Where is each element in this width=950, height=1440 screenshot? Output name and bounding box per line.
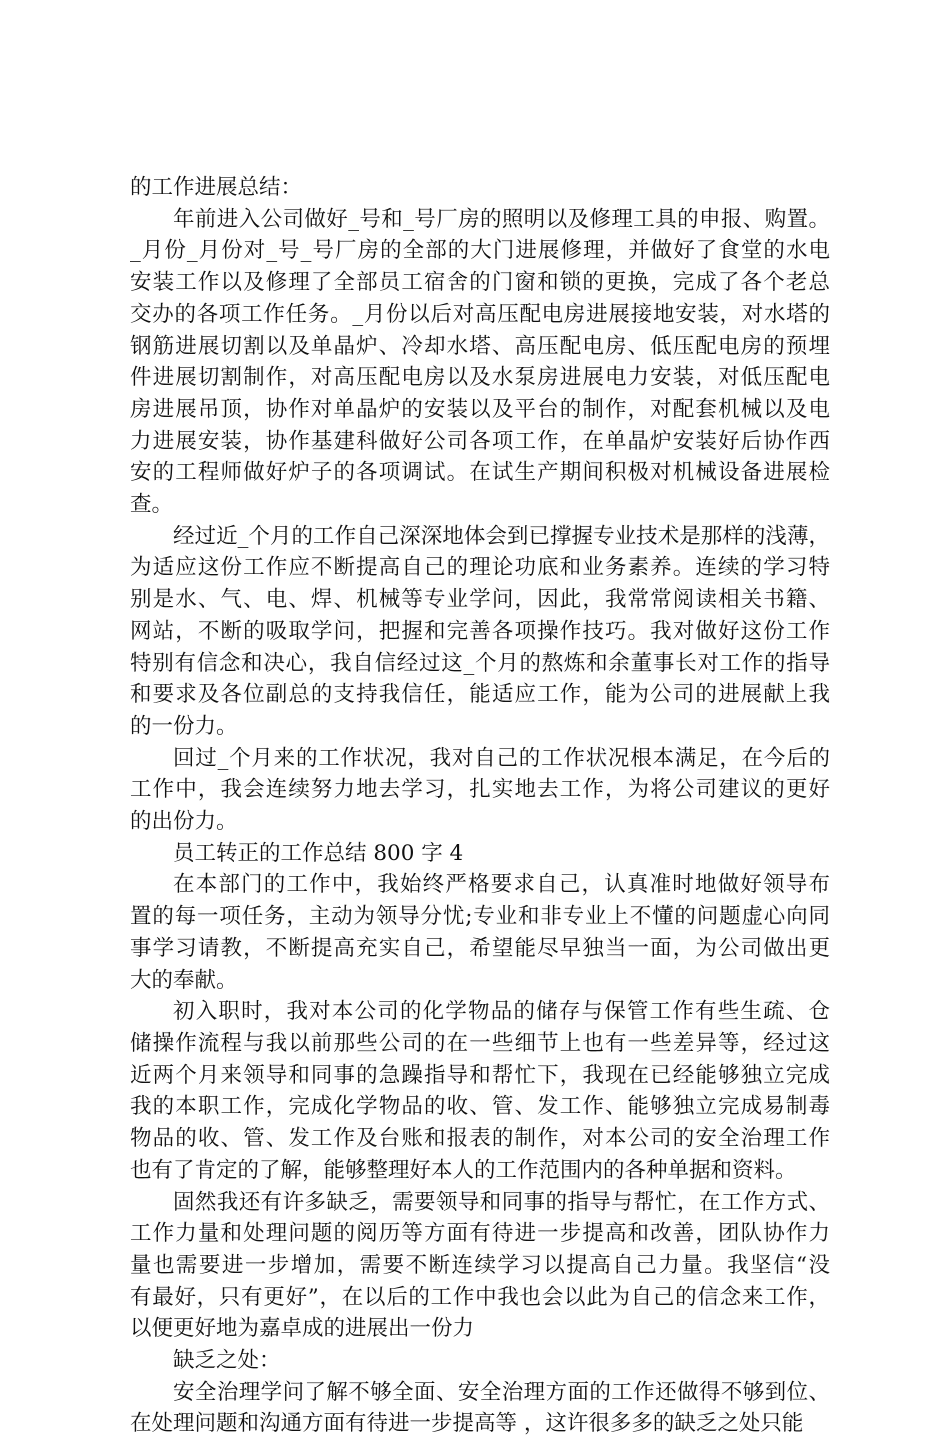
- paragraph: [130, 204, 830, 521]
- text-line: 固然我还有许多缺乏，需要领导和同事的指导与帮忙，在工作方式、: [173, 1189, 830, 1215]
- text-line: 经过近_个月的工作自己深深地体会到已撑握专业技术是那样的浅薄，: [173, 523, 830, 549]
- paragraph: [130, 838, 830, 870]
- text-line: 回过_个月来的工作状况，我对自己的工作状况根本满足，在今后的: [173, 745, 830, 771]
- text-line: 以便更好地为嘉卓成的进展出一份力: [130, 1316, 475, 1342]
- text-line: 有最好，只有更好”，在以后的工作中我也会以此为自己的信念来工作，: [130, 1284, 830, 1310]
- text-line: 员工转正的工作总结 800 字 4: [173, 840, 464, 866]
- text-line: _月份_月份对_号_号厂房的全部的大门进展修理，并做好了食堂的水电: [130, 238, 830, 264]
- document-body: [130, 172, 830, 1440]
- paragraph: [130, 869, 830, 996]
- text-line: 查。: [130, 492, 174, 518]
- text-line: 近两个月来领导和同事的急躁指导和帮忙下，我现在已经能够独立完成: [130, 1062, 830, 1088]
- text-line: 在本部门的工作中，我始终严格要求自己，认真准时地做好领导布: [173, 872, 830, 898]
- text-line: 量也需要进一步增加，需要不断连续学习以提高自己力量。我坚信“没: [130, 1252, 830, 1278]
- text-line: 特别有信念和决心，我自信经过这_个月的熬炼和余董事长对工作的指导: [130, 650, 830, 676]
- paragraph: [130, 1345, 830, 1377]
- text-line: 为适应这份工作应不断提高自己的理论功底和业务素养。连续的学习特: [130, 555, 830, 581]
- text-line: 初入职时，我对本公司的化学物品的储存与保管工作有些生疏、仓: [173, 999, 830, 1025]
- text-line: 年前进入公司做好_号和_号厂房的照明以及修理工具的申报、购置。: [173, 206, 830, 232]
- text-line: 大的奉献。: [130, 967, 238, 993]
- text-line: 储操作流程与我以前那些公司的在一些细节上也有一些差异等，经过这: [130, 1030, 830, 1056]
- paragraph: [130, 996, 830, 1186]
- text-line: 我的本职工作，完成化学物品的收、管、发工作、能够独立完成易制毒: [130, 1094, 830, 1120]
- paragraph: [130, 521, 830, 743]
- text-line: 的工作进展总结：: [130, 175, 303, 200]
- text-line: 工作中，我会连续努力地去学习，扎实地去工作，为将公司建议的更好: [130, 777, 830, 803]
- text-line: 交办的各项工作任务。_月份以后对高压配电房进展接地安装，对水塔的: [130, 301, 830, 327]
- text-line: 力进展安装，协作基建科做好公司各项工作，在单晶炉安装好后协作西: [130, 428, 830, 454]
- text-line: 钢筋进展切割以及单晶炉、冷却水塔、高压配电房、低压配电房的预埋: [130, 333, 830, 359]
- text-line: 的一份力。: [130, 713, 238, 739]
- text-line: 安装工作以及修理了全部员工宿舍的门窗和锁的更换，完成了各个老总: [130, 270, 830, 296]
- text-line: 件进展切割制作，对高压配电房以及水泵房进展电力安装，对低压配电: [130, 365, 830, 391]
- text-line: 也有了肯定的了解，能够整理好本人的工作范围内的各种单据和资料。: [130, 1157, 797, 1183]
- text-line: 和要求及各位副总的支持我信任，能适应工作，能为公司的进展献上我: [130, 682, 830, 708]
- text-line: 网站，不断的吸取学问，把握和完善各项操作技巧。我对做好这份工作: [130, 618, 830, 644]
- text-line: 缺乏之处：: [173, 1348, 281, 1374]
- text-line: 安的工程师做好炉子的各项调试。在试生产期间积极对机械设备进展检: [130, 460, 830, 486]
- paragraph: [130, 1187, 830, 1346]
- paragraph: [130, 743, 830, 838]
- text-line: 在处理问题和沟通方面有待进一步提高等 ，这许很多多的缺乏之处只能: [130, 1411, 804, 1437]
- text-line: 房进展吊顶，协作对单晶炉的安装以及平台的制作，对配套机械以及电: [130, 396, 830, 422]
- text-line: 物品的收、管、发工作及台账和报表的制作，对本公司的安全治理工作: [130, 1126, 830, 1152]
- text-line: 安全治理学问了解不够全面、安全治理方面的工作还做得不够到位、: [173, 1379, 830, 1405]
- paragraph: [130, 172, 830, 204]
- text-line: 工作力量和处理问题的阅历等方面有待进一步提高和改善，团队协作力: [130, 1221, 830, 1247]
- text-line: 的出份力。: [130, 809, 238, 835]
- paragraph: [130, 1377, 830, 1440]
- text-line: 事学习请教，不断提高充实自己，希望能尽早独当一面，为公司做出更: [130, 935, 830, 961]
- text-line: 别是水、气、电、焊、机械等专业学问，因此，我常常阅读相关书籍、: [130, 587, 830, 613]
- text-line: 置的每一项任务，主动为领导分忧;专业和非专业上不懂的问题虚心向同: [130, 904, 830, 930]
